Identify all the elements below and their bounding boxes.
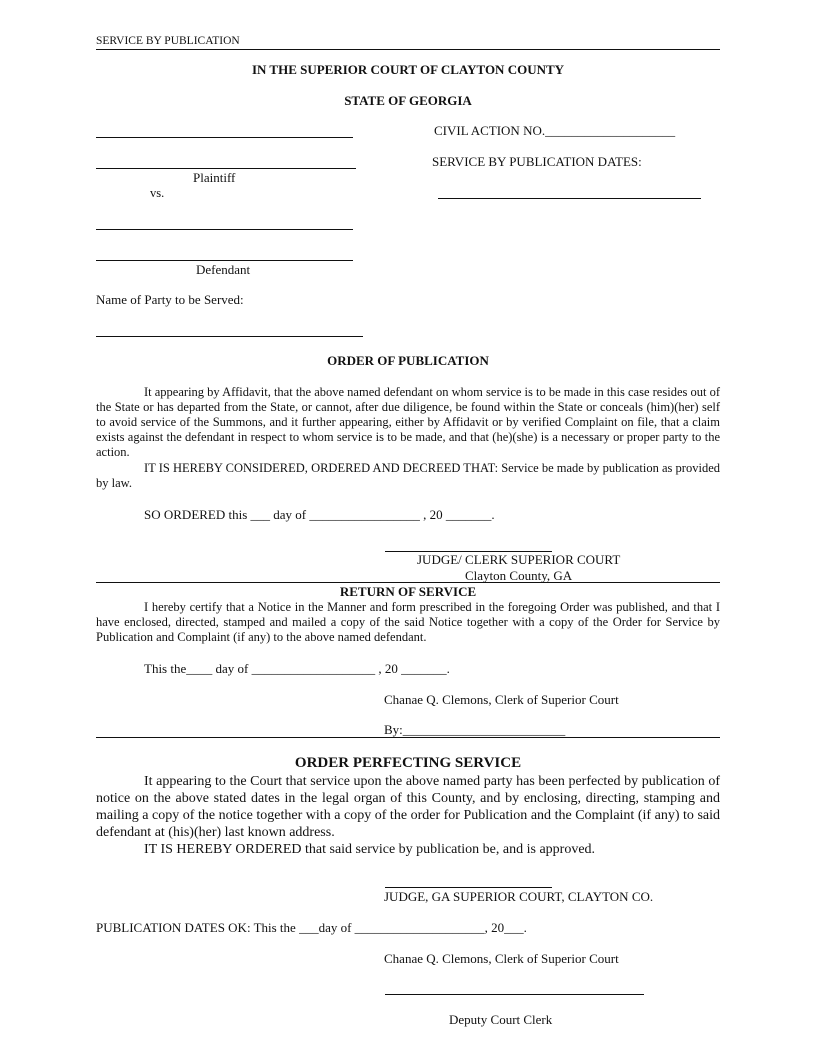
judge-clerk-title: JUDGE/ CLERK SUPERIOR COURT <box>417 552 621 567</box>
court-county: Clayton County, GA <box>465 568 573 583</box>
order-perfecting-paragraph-1: It appearing to the Court that service upon the above named party has been perfected by publication of notice on the above stated dates in the legal organ of this County, and by enclosing, directing, stamping and mailing a copy of the notice together with a copy of the order for Publication and the Complaint (if any) to said defendant at (his)(her) last known address. <box>96 774 720 840</box>
publication-dates-line[interactable] <box>438 198 701 199</box>
defendant-line-1 <box>96 229 353 230</box>
plaintiff-line-1 <box>96 137 353 138</box>
perfecting-clerk-name: Chanae Q. Clemons, Clerk of Superior Court <box>384 951 619 966</box>
order-of-publication-paragraph-1: It appearing by Affidavit, that the above named defendant on whom service is to be made in this case resides out of the State or has departed from the State, or cannot, after due diligence, be found within the State or conceals (him)(her) self to avoid service of the Summons, and it further appearing, either by Affidavit or by verified Complaint on file, that a claim exists against the defendant in respect to whom service is to be made, and that (he)(she) is a necessary or proper party to the action. <box>96 385 720 459</box>
order-perfecting-title: ORDER PERFECTING SERVICE <box>294 755 522 771</box>
party-served-label: Name of Party to be Served: <box>96 292 244 307</box>
return-of-service-paragraph: I hereby certify that a Notice in the Manner and form prescribed in the foregoing Order was published, and that I have enclosed, directed, stamped and mailed a copy of the said Notice together with a copy of the Order for Service by Publication and Complaint (if any) to the above named defendant. <box>96 600 720 644</box>
court-name: IN THE SUPERIOR COURT OF CLAYTON COUNTY <box>251 62 565 77</box>
return-clerk-name: Chanae Q. Clemons, Clerk of Superior Court <box>384 692 619 707</box>
return-date-line[interactable]: This the____ day of ___________________ , 20 _______. <box>144 661 450 676</box>
deputy-signature-line[interactable] <box>385 994 644 995</box>
defendant-line-2 <box>96 260 353 261</box>
section-rule-2 <box>96 737 720 738</box>
state-name: STATE OF GEORGIA <box>344 93 472 108</box>
order-of-publication-paragraph-2: IT IS HEREBY CONSIDERED, ORDERED AND DECREED THAT: Service be made by publication as provided by law. <box>96 461 720 490</box>
return-of-service-title: RETURN OF SERVICE <box>339 584 477 599</box>
order-perfecting-paragraph-2: IT IS HEREBY ORDERED that said service by publication be, and is approved. <box>144 842 596 857</box>
deputy-clerk-label: Deputy Court Clerk <box>449 1012 553 1027</box>
header-rule <box>96 49 720 50</box>
running-header: SERVICE BY PUBLICATION <box>96 35 240 47</box>
judge-signature-line[interactable] <box>385 887 552 888</box>
so-ordered-line[interactable]: SO ORDERED this ___ day of _________________ , 20 _______. <box>144 507 495 522</box>
civil-action-field[interactable]: CIVIL ACTION NO.____________________ <box>434 123 676 138</box>
publication-dates-label: SERVICE BY PUBLICATION DATES: <box>432 154 642 169</box>
plaintiff-label: Plaintiff <box>193 170 236 185</box>
plaintiff-line-2 <box>96 168 356 169</box>
versus-label: vs. <box>150 186 165 200</box>
order-of-publication-title: ORDER OF PUBLICATION <box>327 353 489 368</box>
judge-signature-title: JUDGE, GA SUPERIOR COURT, CLAYTON CO. <box>384 889 654 904</box>
publication-dates-ok-line[interactable]: PUBLICATION DATES OK: This the ___day of ____________________, 20___. <box>96 920 527 935</box>
defendant-label: Defendant <box>196 262 251 277</box>
return-by-signature[interactable]: By:_________________________ <box>384 722 566 737</box>
party-served-line[interactable] <box>96 336 363 337</box>
section-rule-1 <box>96 582 720 583</box>
